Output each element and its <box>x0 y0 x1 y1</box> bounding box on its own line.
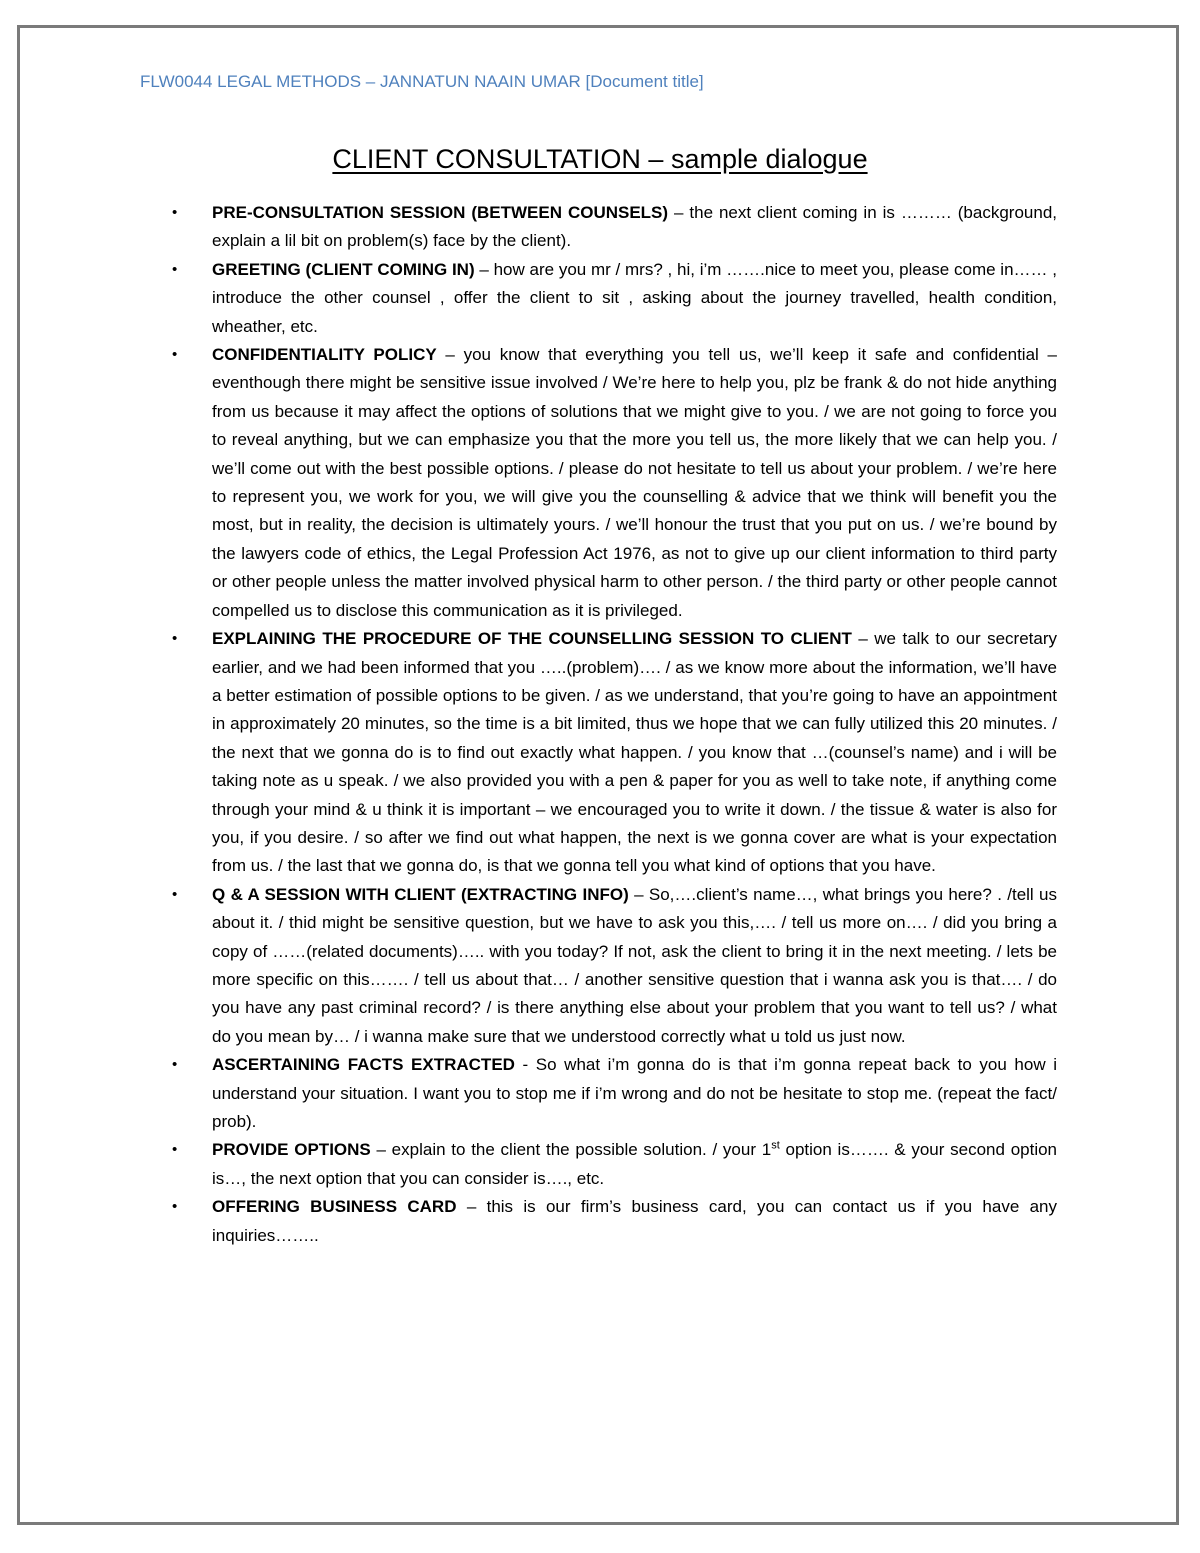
item-body: – we talk to our secretary earlier, and we had been informed that you …..(problem)…. / as we know more about the information, we’ll have a better estimation of possible options to be given. / as we understand, that you’re going to have an appointment in approximately 20 minutes, so the time is a bit limited, thus we hope that we can fully utilized this 20 minutes. / the next that we gonna do is to find out exactly what happen. / you know that …(counsel’s name) and i will be taking note as u speak. / we also provided you with a pen & paper for you as well to take note, if anything come through your mind & u think it is important – we encouraged you to write it down. / the tissue & water is also for you, if you desire. / so after we find out what happen, the next is we gonna cover are what is your expectation from us. / the last that we gonna do, is that we gonna tell you what kind of options that you have. <box>212 629 1058 876</box>
item-body-continued: option is……. & your second option is…, the next option that you can consider is…., etc. <box>212 1140 1058 1188</box>
bullet-icon: • <box>172 885 178 903</box>
item-heading: PROVIDE OPTIONS <box>212 1140 371 1160</box>
bullet-icon: • <box>172 260 178 278</box>
item-body: – this is our firm’s business card, you can contact us if you have any inquiries…….. <box>212 1197 1057 1245</box>
list-item-confidentiality <box>172 341 1057 625</box>
dialogue-list <box>172 199 1058 1250</box>
item-body: - So what i’m gonna do is that i’m gonna repeat back to you how i understand your situation. I want you to stop me if i’m wrong and do not be hesitate to stop me. (repeat the fact/ prob). <box>212 1055 1057 1131</box>
item-heading: GREETING (CLIENT COMING IN) <box>212 259 475 279</box>
bullet-icon: • <box>172 1198 178 1216</box>
list-item-provide-options <box>172 1136 1058 1193</box>
bullet-icon: • <box>172 346 178 364</box>
list-item-business-card <box>172 1193 1057 1250</box>
list-item-greeting <box>172 256 1058 341</box>
bullet-icon: • <box>172 1141 178 1159</box>
list-item-procedure <box>172 625 1058 881</box>
item-heading: OFFERING BUSINESS CARD <box>212 1197 457 1217</box>
bullet-icon: • <box>172 1056 178 1074</box>
bullet-icon: • <box>172 630 178 648</box>
item-heading: PRE-CONSULTATION SESSION (BETWEEN COUNSELS) <box>212 203 669 222</box>
item-heading: CONFIDENTIALITY POLICY <box>212 345 437 365</box>
item-body: – how are you mr / mrs? , hi, i’m …….nice to meet you, please come in…… , introduce the other counsel , offer the client to sit , asking about the journey travelled, health condition, wheather, etc. <box>212 259 1058 336</box>
list-item-pre-consultation <box>172 199 1057 256</box>
list-item-ascertaining-facts <box>172 1051 1057 1136</box>
ordinal-superscript: st <box>771 1139 780 1152</box>
bullet-icon: • <box>172 204 178 221</box>
document-header: FLW0044 LEGAL METHODS – JANNATUN NAAIN UMAR [Document title] <box>140 72 704 91</box>
item-heading: ASCERTAINING FACTS EXTRACTED <box>212 1055 515 1075</box>
list-item-q-and-a <box>172 881 1058 1051</box>
page-title: CLIENT CONSULTATION – sample dialogue <box>332 144 868 174</box>
item-body: – explain to the client the possible solution. / your 1 <box>370 1140 772 1160</box>
item-body: – the next client coming in is ……… (background, explain a lil bit on problem(s) face by the client). <box>212 203 1057 251</box>
item-heading: Q & A SESSION WITH CLIENT (EXTRACTING INFO) <box>212 884 629 904</box>
item-body: – you know that everything you tell us, we’ll keep it safe and confidential – eventhough there might be sensitive issue involved / We’re here to help you, plz be frank & do not hide anything from us because it may affect the options of solutions that we might give to you. / we are not going to force you to reveal anything, but we can emphasize you that the more you tell us, the more likely that we can help you. / we’ll come out with the best possible options. / please do not hesitate to tell us about your problem. / we’re here to represent you, we work for you, we will give you the counselling & advice that we think will benefit you the most, but in reality, the decision is ultimately yours. / we’ll honour the trust that you put on us. / we’re bound by the lawyers code of ethics, the Legal Profession Act 1976, as not to give up our client information to third party or other people unless the matter involved physical harm to other person. / the third party or other people cannot compelled us to disclose this communication as it is privileged. <box>212 345 1057 620</box>
item-heading: EXPLAINING THE PROCEDURE OF THE COUNSELLING SESSION TO CLIENT <box>212 629 852 649</box>
item-body: – So,….client’s name…, what brings you here? . /tell us about it. / thid might be sensitive question, but we have to ask you this,…. / tell us more on…. / did you bring a copy of ……(related documents)….. with you today? If not, ask the client to bring it in the next meeting. / lets be more specific on this……. / tell us about that… / another sensitive question that i wanna ask you is that…. / do you have any past criminal record? / is there anything else about your problem that you want to tell us? / what do you mean by… / i wanna make sure that we understood correctly what u told us just now. <box>212 884 1058 1046</box>
